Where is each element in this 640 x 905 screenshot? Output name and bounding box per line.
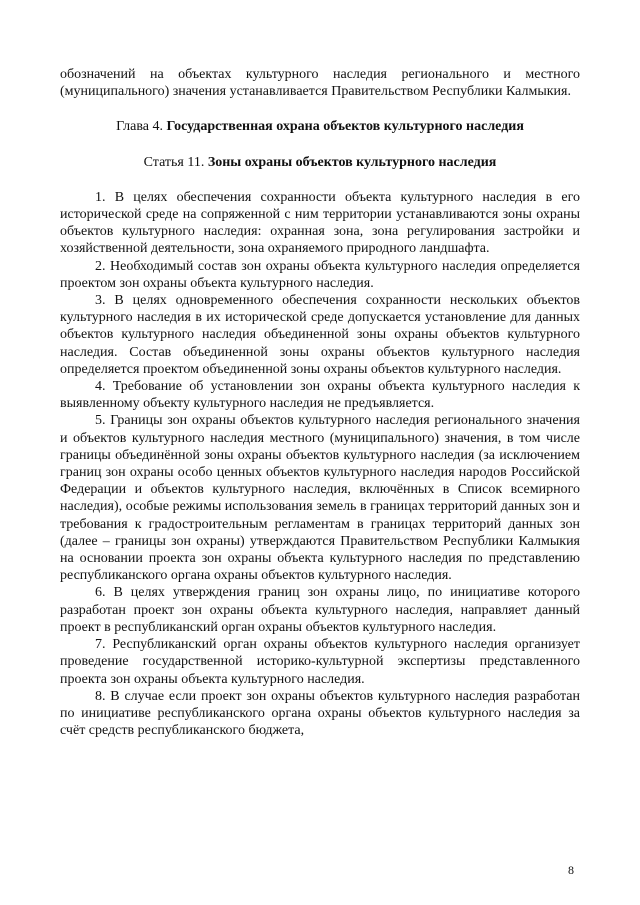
chapter-title: Государственная охрана объектов культурного наследия (166, 119, 524, 135)
intro-paragraph: обозначений на объектах культурного наследия регионального и местного (муниципального) значения устанавливается Правительством Республики Калмыкия. (60, 67, 580, 100)
paragraph-7: 7. Республиканский орган охраны объектов культурного наследия организует проведение государственной историко-культурной экспертизы представленного проекта зон охраны объекта культурного наследия. (60, 637, 580, 687)
chapter-heading (60, 118, 580, 135)
paragraph-3: 3. В целях одновременного обеспечения сохранности нескольких объектов культурного наследия в их исторической среде допускается установление для данных объектов культурного наследия объединенной зоны охраны объектов культурного наследия. Состав объединенной зоны охраны объектов культурного наследия определяется проектом объединенной зоны охраны объектов культурного наследия. (60, 293, 580, 377)
paragraph-1: 1. В целях обеспечения сохранности объекта культурного наследия в его исторической среде на сопряженной с ним территории устанавливаются зоны охраны объектов культурного наследия: охранная зона, зона регулирования застройки и хозяйственной деятельности, зона охраняемого природного ландшафта. (60, 189, 580, 257)
article-heading (60, 154, 580, 171)
article-prefix: Статья 11. (143, 154, 208, 170)
paragraph-6: 6. В целях утверждения границ зон охраны лицо, по инициативе которого разработан проект зон охраны объекта культурного наследия, направляет данный проект в республиканский орган охраны объектов культурного наследия. (60, 585, 580, 635)
paragraph-4: 4. Требование об установлении зон охраны объекта культурного наследия к выявленному объекту культурного наследия не предъявляется. (60, 379, 580, 412)
document-body (60, 66, 580, 739)
article-title: Зоны охраны объектов культурного наследия (207, 154, 497, 170)
paragraph-5: 5. Границы зон охраны объектов культурного наследия регионального значения и объектов культурного наследия местного (муниципального) значения, в том числе границы объединённой зоны охраны объектов культурного наследия (за исключением границ зон охраны особо ценных объектов культурного наследия народов Российской Федерации и объектов культурного наследия, включённых в Список всемирного наследия), особые режимы использования земель в границах территорий данных зон и требования к градостроительным регламентам в границах территорий данных зон (далее – границы зон охраны) утверждаются Правительством Республики Калмыкия на основании проекта зон охраны объекта культурного наследия по представлению республиканского органа охраны объектов культурного наследия. (60, 413, 580, 584)
chapter-prefix: Глава 4. (116, 119, 167, 135)
paragraph-2: 2. Необходимый состав зон охраны объекта культурного наследия определяется проектом зон охраны объекта культурного наследия. (60, 258, 580, 291)
paragraph-8: 8. В случае если проект зон охраны объектов культурного наследия разработан по инициативе республиканского органа охраны объектов культурного наследия за счёт средств республиканского бюджета, (60, 688, 580, 739)
page-number: 8 (568, 863, 574, 877)
